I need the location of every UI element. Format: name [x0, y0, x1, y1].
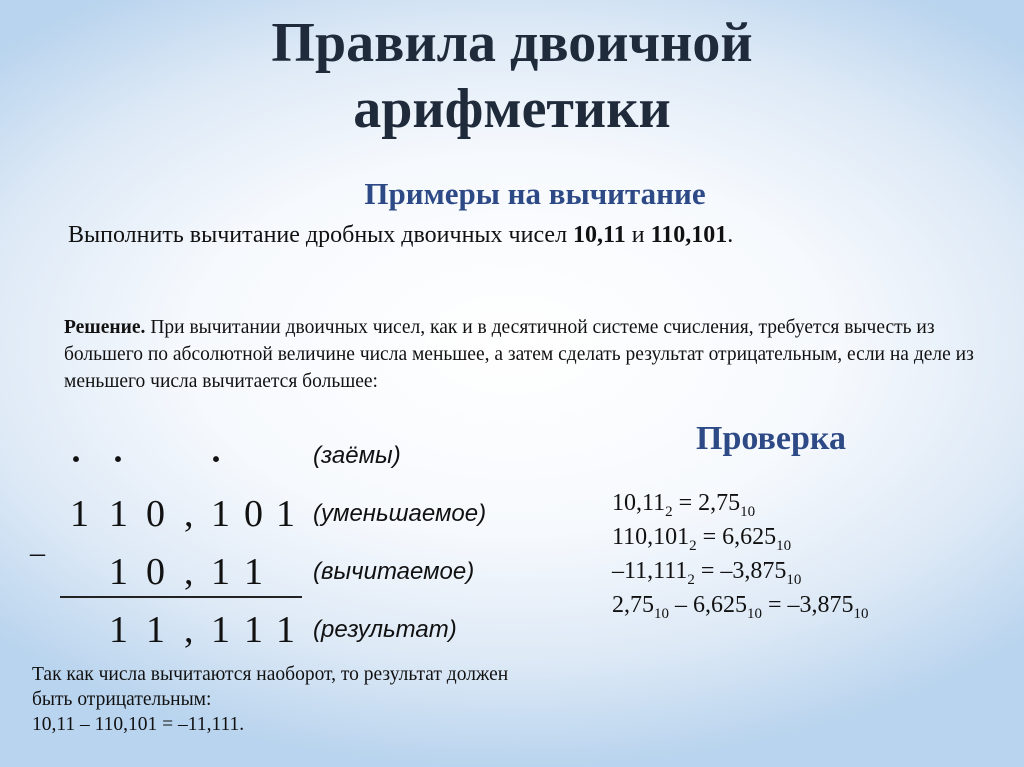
page-title — [0, 10, 1024, 142]
result-comma: , — [184, 609, 194, 651]
conclusion-line-1: Так как числа вычитаются наоборот, то результат должен — [32, 664, 509, 685]
minuend-digit: 1 — [276, 493, 295, 535]
subtrahend-comma: , — [184, 551, 194, 593]
note-result: (результат) — [313, 616, 457, 643]
note-borrows: (заёмы) — [313, 442, 401, 469]
minuend-digit: 1 — [70, 493, 89, 535]
minuend-digit: 1 — [211, 493, 230, 535]
borrow-dot-3: · — [210, 439, 223, 479]
title-line-1: Правила двоичной — [271, 12, 753, 74]
task-statement — [68, 222, 733, 249]
check-line-1: $10,11_2 = 2,75_{10}$ — [612, 490, 756, 520]
solution-text — [64, 314, 994, 395]
check-title: Проверка — [696, 420, 846, 457]
result-digit: 1 — [211, 609, 230, 651]
subtraction-line — [60, 596, 302, 598]
minuend-digit: 0 — [146, 493, 165, 535]
minuend-digit: 0 — [244, 493, 263, 535]
subtrahend-digit: 1 — [109, 551, 128, 593]
note-subtrahend: (вычитаемое) — [313, 558, 475, 585]
conclusion-line-2: быть отрицательным: — [32, 689, 212, 710]
check-line-4: $2,75_{10} - 6,625_{10} = -3,875_{10}$ — [612, 592, 869, 622]
result-digit: 1 — [146, 609, 165, 651]
subtrahend-digit: 0 — [146, 551, 165, 593]
subtrahend-digit: 1 — [244, 551, 263, 593]
task-mid: и — [625, 222, 651, 248]
check-line-2: $110,101_2 = 6,625_{10}$ — [612, 524, 792, 554]
conclusion-text — [32, 662, 632, 737]
minus-sign: _ — [30, 526, 45, 559]
borrow-dot-2: · — [112, 439, 125, 479]
note-minuend: (уменьшаемое) — [313, 500, 487, 527]
task-number-1: 10,11 — [573, 222, 626, 248]
conclusion-line-3: 10,11 – 110,101 = –11,111. — [32, 714, 245, 735]
result-digit: 1 — [244, 609, 263, 651]
subtitle: Примеры на вычитание — [364, 176, 706, 211]
minuend-digit: 1 — [109, 493, 128, 535]
task-suffix: . — [727, 222, 734, 248]
result-digit: 1 — [109, 609, 128, 651]
solution-body: При вычитании двоичных чисел, как и в десятичной системе счисления, требуется вычесть из большего по абсолютной величине числа меньшее, а затем сделать результат отрицательным, если на деле из меньшего числа вычитается большее: — [64, 317, 974, 392]
borrow-dot-1: · — [70, 439, 83, 479]
result-digit: 1 — [276, 609, 295, 651]
subtrahend-digit: 1 — [211, 551, 230, 593]
check-line-3: $-11,111_2 = -3,875_{10}$ — [612, 558, 802, 588]
solution-label: Решение. — [64, 317, 146, 338]
title-line-2: арифметики — [353, 78, 671, 140]
task-number-2: 110,101 — [650, 222, 728, 248]
minuend-comma: , — [184, 493, 194, 535]
task-prefix: Выполнить вычитание дробных двоичных чисел — [68, 222, 574, 248]
